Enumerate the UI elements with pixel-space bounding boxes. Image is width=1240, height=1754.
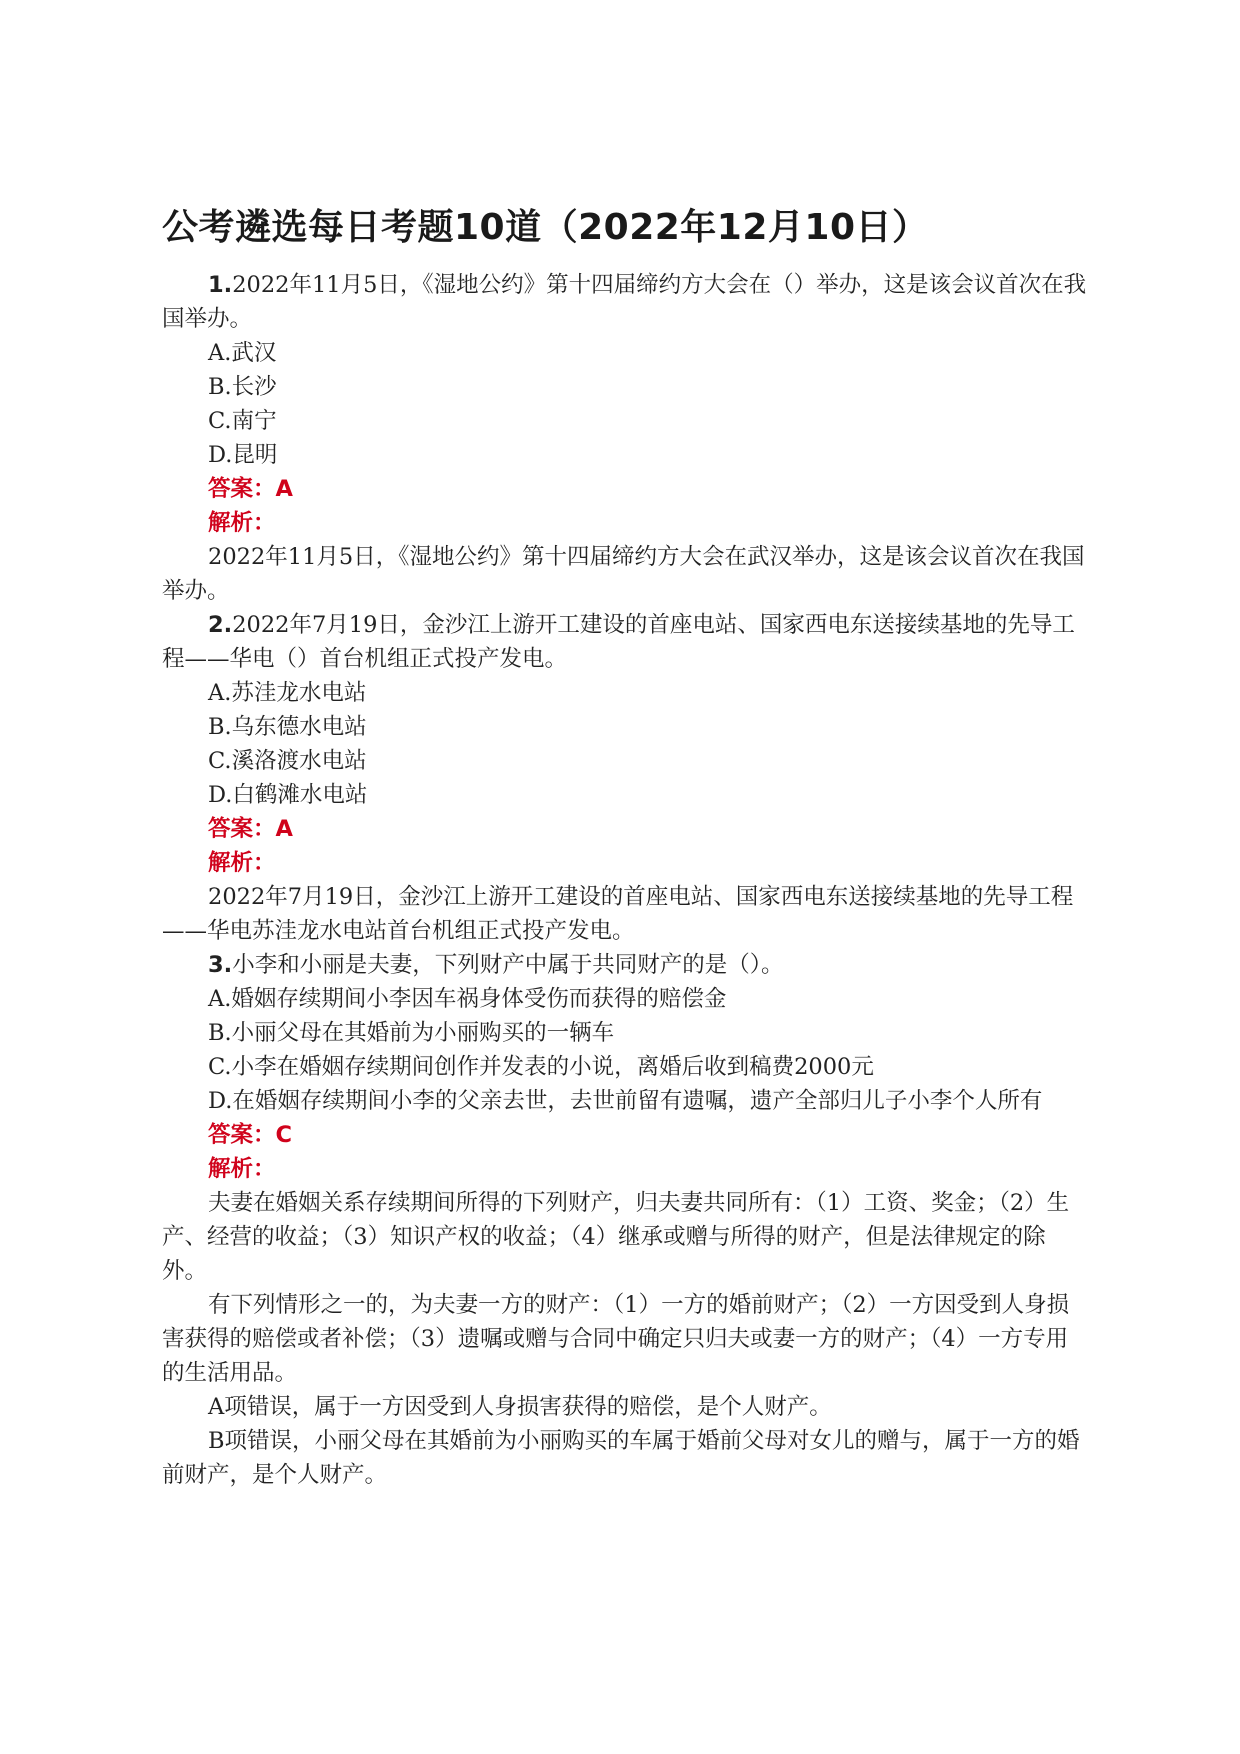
- option-b: B.乌东德水电站: [208, 714, 367, 740]
- analysis-label: 解析：: [208, 850, 276, 876]
- option-d: D.在婚姻存续期间小李的父亲去世，去世前留有遗嘱，遗产全部归儿子小李个人所有: [208, 1088, 1043, 1114]
- question-text: 2022年11月5日，《湿地公约》第十四届缔约方大会在（）举办，这是该会议首次在我国举办。: [162, 272, 1087, 332]
- analysis-label: 解析：: [208, 1156, 276, 1182]
- analysis-paragraph: 2022年11月5日，《湿地公约》第十四届缔约方大会在武汉举办，这是该会议首次在我国举办。: [162, 544, 1085, 604]
- option-d: D.白鹤滩水电站: [208, 782, 368, 808]
- analysis-paragraph: B项错误，小丽父母在其婚前为小丽购买的车属于婚前父母对女儿的赠与，属于一方的婚前财产，是个人财产。: [162, 1428, 1080, 1488]
- answer-label: 答案：C: [208, 1122, 293, 1148]
- option-a: A.武汉: [208, 340, 277, 366]
- answer-label: 答案：A: [208, 816, 293, 842]
- question-text: 2022年7月19日，金沙江上游开工建设的首座电站、国家西电东送接续基地的先导工程——华电（）首台机组正式投产发电。: [162, 612, 1075, 672]
- question-text: 小李和小丽是夫妻，下列财产中属于共同财产的是（）。: [232, 952, 784, 978]
- option-b: B.长沙: [208, 374, 277, 400]
- analysis-paragraph: 夫妻在婚姻关系存续期间所得的下列财产，归夫妻共同所有：（1）工资、奖金；（2）生产、经营的收益；（3）知识产权的收益；（4）继承或赠与所得的财产，但是法律规定的除外。: [162, 1190, 1070, 1284]
- question-stem: [162, 948, 1090, 982]
- page-title: 公考遴选每日考题10道（2022年12月10日）: [162, 207, 929, 248]
- question-stem: [162, 608, 1090, 676]
- answer-label: 答案：A: [208, 476, 293, 502]
- option-a: A.苏洼龙水电站: [208, 680, 367, 706]
- option-c: C.南宁: [208, 408, 277, 434]
- question-number: 3.: [208, 952, 233, 978]
- question-stem: [162, 268, 1090, 336]
- question-number: 1.: [208, 272, 233, 298]
- option-c: C.小李在婚姻存续期间创作并发表的小说，离婚后收到稿费2000元: [208, 1054, 874, 1080]
- analysis-label: 解析：: [208, 510, 276, 536]
- question-2: [162, 608, 1090, 948]
- analysis-paragraph: A项错误，属于一方因受到人身损害获得的赔偿，是个人财产。: [208, 1394, 832, 1420]
- option-b: B.小丽父母在其婚前为小丽购买的一辆车: [208, 1020, 615, 1046]
- analysis-paragraph: 2022年7月19日，金沙江上游开工建设的首座电站、国家西电东送接续基地的先导工程——华电苏洼龙水电站首台机组正式投产发电。: [162, 884, 1074, 944]
- option-a: A.婚姻存续期间小李因车祸身体受伤而获得的赔偿金: [208, 986, 727, 1012]
- analysis-paragraph: 有下列情形之一的，为夫妻一方的财产：（1）一方的婚前财产；（2）一方因受到人身损害获得的赔偿或者补偿；（3）遗嘱或赠与合同中确定只归夫或妻一方的财产；（4）一方专用的生活用品。: [162, 1292, 1070, 1386]
- option-c: C.溪洛渡水电站: [208, 748, 367, 774]
- question-3: [162, 948, 1090, 1492]
- question-1: [162, 268, 1090, 608]
- question-number: 2.: [208, 612, 233, 638]
- option-d: D.昆明: [208, 442, 278, 468]
